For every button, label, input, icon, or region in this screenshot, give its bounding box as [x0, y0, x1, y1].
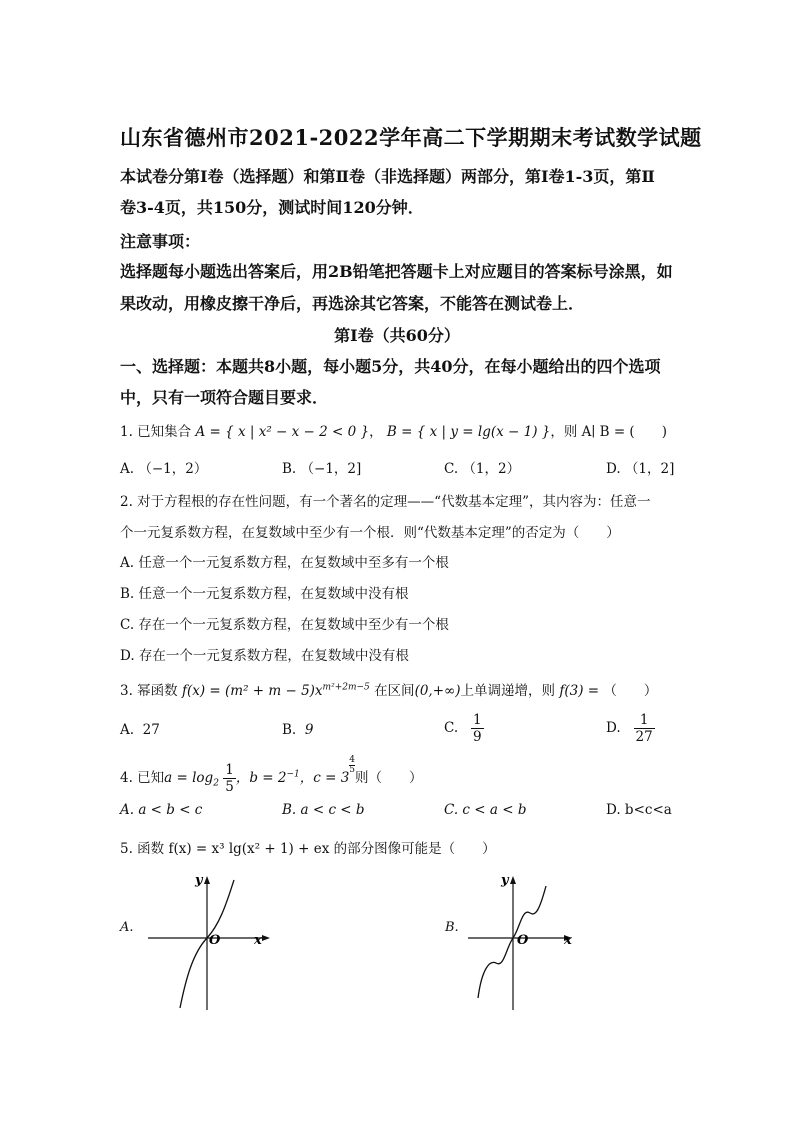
graph-a-y-arrow — [204, 876, 210, 884]
graph-b-curve — [478, 886, 546, 998]
q4-a-fraction — [223, 762, 236, 795]
q3-option-b-value: 9 — [304, 722, 314, 738]
question-4 — [120, 756, 423, 795]
graph-b-x-label: x — [564, 933, 572, 948]
page-title: 山东省德州市2021-2022学年高二下学期期末考试数学试题 — [120, 125, 702, 150]
q3-end: （ ） — [603, 683, 658, 699]
graph-b-y-arrow — [510, 876, 516, 884]
q3-option-a-value: 27 — [142, 722, 160, 738]
q3-option-b-label: B. — [282, 722, 297, 738]
q1-sep: ， — [369, 424, 383, 440]
notice-label: 注意事项： — [120, 232, 201, 251]
q3-option-c-num: 1 — [473, 712, 482, 728]
q2-option-b: B. 任意一个一元复系数方程，在复数域中没有根 — [120, 586, 409, 602]
graph-b-y-label: y — [501, 873, 509, 888]
q3-option-a-label: A. — [120, 722, 135, 738]
question-3 — [120, 679, 657, 699]
part1-title: 第Ⅰ卷（共60分） — [334, 326, 460, 345]
q4-b-exp: −1 — [286, 769, 300, 780]
q4-a-expr: a = log — [164, 770, 214, 786]
q1-prefix: 1. 已知集合 — [120, 424, 192, 440]
graph-a-y-label: y — [195, 873, 203, 888]
q4-c-expr: ，c = 3 — [299, 770, 350, 786]
q4-option-c: C. c < a < b — [444, 802, 527, 818]
q4-option-b: B. a < c < b — [282, 802, 365, 818]
q4-a-den: 5 — [225, 779, 234, 795]
notice-line-2: 果改动，用橡皮擦干净后，再选涂其它答案，不能答在测试卷上． — [120, 294, 585, 313]
q4-prefix: 4. 已知 — [120, 770, 165, 786]
q1-option-c: C. （1，2） — [444, 461, 521, 477]
q4-option-d: D. b<c<a — [606, 802, 672, 818]
section1-line-2: 中，只有一项符合题目要求． — [120, 388, 329, 407]
graph-b — [460, 868, 590, 1013]
q1-option-a: A. （−1，2） — [120, 461, 208, 477]
intro-line-2: 卷3-4页，共150分，测试时间120分钟． — [120, 198, 424, 217]
graph-b-label: B. — [445, 920, 459, 935]
intro-line-1: 本试卷分第Ⅰ卷（选择题）和第Ⅱ卷（非选择题）两部分，第Ⅰ卷1-3页，第Ⅱ — [120, 167, 655, 186]
graph-b-origin: O — [517, 933, 529, 948]
graph-a-label: A. — [120, 920, 134, 935]
q4-option-a: A. a < b < c — [120, 802, 203, 818]
q3-option-a — [120, 722, 160, 738]
q3-exponent: m²+2m−5 — [322, 682, 370, 693]
q3-ask: f(3) = — [559, 683, 600, 699]
graph-a — [148, 868, 278, 1013]
q4-c-exp-den: 5 — [349, 765, 356, 775]
q3-option-c-den: 9 — [473, 729, 482, 745]
q3-option-c — [444, 712, 484, 745]
q3-option-c-label: C. — [444, 720, 459, 736]
q2-option-a: A. 任意一个一元复系数方程，在复数域中至多有一个根 — [120, 555, 449, 571]
q3-prefix: 3. 幂函数 — [120, 683, 178, 699]
q1-set-b: B = { x | y = lg(x − 1) } — [386, 424, 551, 440]
q1-set-a: A = { x | x² − x − 2 < 0 } — [195, 424, 370, 440]
q4-c-exp-num: 4 — [349, 755, 356, 765]
q3-suffix: 上单调递增，则 — [460, 683, 556, 699]
graph-a-x-label: x — [254, 933, 262, 948]
graph-a-origin: O — [209, 933, 221, 948]
q3-option-d-label: D. — [606, 720, 621, 736]
q1-option-d: D. （1，2] — [606, 461, 675, 477]
section1-line-1: 一、选择题：本题共8小题，每小题5分，共40分，在每小题给出的四个选项 — [120, 357, 661, 376]
q1-option-b: B. （−1，2] — [282, 461, 362, 477]
q4-b-expr: ，b = 2 — [235, 770, 287, 786]
question-1 — [120, 420, 667, 440]
q3-option-d-fraction — [634, 712, 655, 745]
q2-option-c: C. 存在一个一元复系数方程，在复数域中至少有一个根 — [120, 617, 449, 633]
q5-stem: 5. 函数 f(x) = x³ lg(x² + 1) + ex 的部分图像可能是（ ） — [120, 841, 496, 857]
graph-a-x-arrow — [262, 935, 270, 941]
q1-suffix: ，则 A∣ B = ( ) — [550, 424, 667, 440]
q3-option-d — [606, 712, 655, 745]
q3-interval: (0,+∞) — [414, 683, 461, 699]
q4-suffix: 则（ ） — [355, 770, 423, 786]
q3-func: f(x) = (m² + m − 5)x — [181, 683, 323, 699]
q3-option-b — [282, 722, 313, 738]
notice-line-1: 选择题每小题选出答案后，用2B铅笔把答题卡上对应题目的答案标号涂黑，如 — [120, 262, 673, 281]
q3-option-d-den: 27 — [635, 729, 653, 745]
q2-line-2: 个一元复系数方程，在复数域中至少有一个根．则“代数基本定理”的否定为（ ） — [120, 525, 620, 541]
q3-mid: 在区间 — [374, 683, 415, 699]
q4-a-num: 1 — [225, 762, 234, 778]
q4-a-base: 2 — [213, 778, 219, 789]
q2-option-d: D. 存在一个一元复系数方程，在复数域中没有根 — [120, 648, 409, 664]
q3-option-c-fraction — [471, 712, 484, 745]
q2-line-1: 2. 对于方程根的存在性问题，有一个著名的定理——“代数基本定理”，其内容为：任意一 — [120, 494, 651, 510]
q3-option-d-num: 1 — [634, 712, 655, 729]
